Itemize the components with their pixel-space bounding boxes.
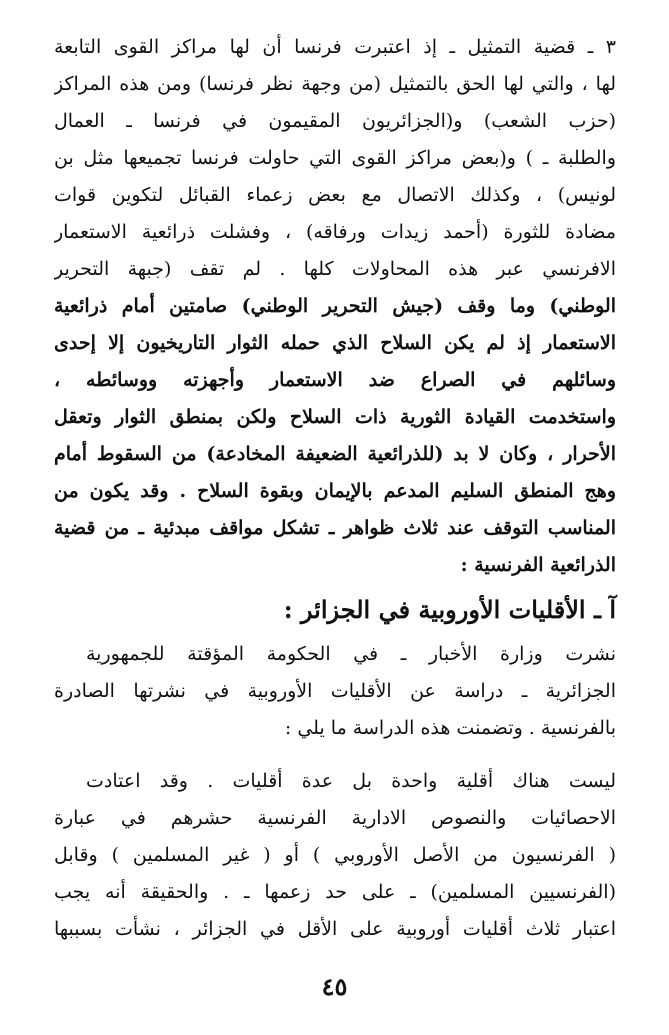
text-line-13: وهج المنطق السليم المدعم بالإيمان وبقوة السلاح . وقد يكون من (54, 480, 616, 502)
para2-line-1: نشرت وزارة الأخبار ـ في الحكومة المؤقتة للجمهورية (86, 643, 616, 665)
section-heading: آ ـ الأقليات الأوروبية في الجزائر : (283, 595, 616, 624)
page-number: ٤٥ (321, 972, 348, 1001)
text-line-8: الوطني) وما وقف (جيش التحرير الوطني) صامتين أمام ذرائعية (54, 295, 616, 317)
text-line-3: (حزب الشعب) و(الجزائريون المقيمون في فرنسا ـ العمال (54, 110, 616, 132)
book-page (54, 30, 616, 1020)
text-line-2: لها ، والتي لها الحق بالتمثيل (من وجهة نظر فرنسا) ومن هذه المراكز (54, 73, 616, 95)
text-line-1: ٣ ـ قضية التمثيل ـ إذ اعتبرت فرنسا أن لها مراكز القوى التابعة (54, 36, 616, 58)
para3-line-2: الاحصائيات والنصوص الادارية الفرنسية حشرهم في عبارة (54, 807, 616, 829)
para3-line-1: ليست هناك أقلية واحدة بل عدة أقليات . وقد اعتادت (86, 770, 616, 792)
text-line-7: الافرنسي عبر هذه المحاولات كلها . لم تقف (جبهة التحرير (54, 258, 616, 280)
text-line-4: والطلبة ـ ) و(بعض مراكز القوى التي حاولت فرنسا تجميعها مثل بن (54, 147, 616, 169)
text-line-15: الذرائعية الفرنسية : (460, 554, 616, 576)
text-line-9: الاستعمار إذ لم يكن السلاح الذي حمله الثوار التاريخيون إلا إحدى (54, 332, 616, 354)
text-line-10: وسائلهم في الصراع ضد الاستعمار وأجهزته ووسائطه ، (54, 369, 616, 391)
para3-line-5: اعتبار ثلاث أقليات أوروبية على الأقل في الجزائر ، نشأت بسببها (54, 918, 616, 940)
para2-line-2: الجزائرية ـ دراسة عن الأقليات الأوروبية في نشرتها الصادرة (54, 680, 616, 702)
text-line-12: الأحرار ، وكان لا بد (للذرائعية الضعيفة المخادعة) من السقوط أمام (54, 443, 616, 465)
para3-line-4: (الفرنسيين المسلمين) ـ على حد زعمها ـ . والحقيقة أنه يجب (54, 881, 616, 903)
text-line-5: لونيس) ، وكذلك الاتصال مع بعض زعماء القبائل لتكوين قوات (54, 184, 616, 206)
para2-line-3: بالفرنسية . وتضمنت هذه الدراسة ما يلي : (284, 717, 616, 739)
text-line-14: المناسب التوقف عند ثلاث ظواهر ـ تشكل مواقف مبدئية ـ من قضية (54, 517, 616, 539)
text-line-11: واستخدمت القيادة الثورية ذات السلاح ولكن بمنطق الثوار وتعقل (54, 406, 616, 428)
para3-line-3: ( الفرنسيون من الأصل الأوروبي ) أو ( غير المسلمين ) وقابل (54, 844, 616, 866)
text-line-6: مضادة للثورة (أحمد زيدات ورفاقه) ، وفشلت ذرائعية الاستعمار (54, 221, 616, 243)
